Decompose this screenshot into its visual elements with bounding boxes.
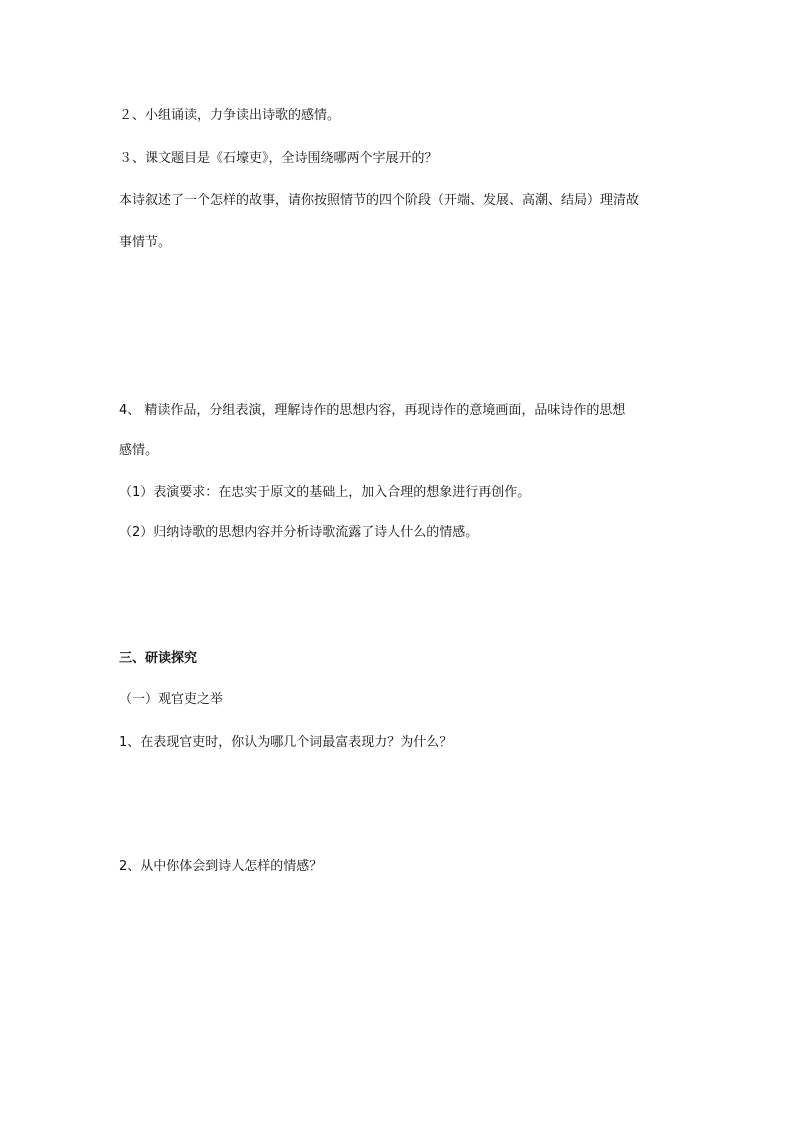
performance-requirement: （1）表演要求：在忠实于原文的基础上，加入合理的想象进行再创作。 (119, 485, 531, 500)
question-2-poet-emotion: 2、从中你体会到诗人怎样的情感？ (119, 859, 323, 874)
question-1-expressive-words: 1、在表现官吏时，你认为哪几个词最富表现力？为什么？ (119, 735, 453, 750)
item-4-close-reading-line-2: 感情。 (119, 443, 159, 458)
item-3-title-question: ３、课文题目是《石壕吏》，全诗围绕哪两个字展开的？ (119, 151, 438, 166)
subsection-officer-actions: （一）观官吏之举 (119, 692, 224, 707)
story-question-line-2: 事情节。 (119, 235, 172, 250)
item-2-group-reading: ２、小组诵读，力争读出诗歌的感情。 (119, 108, 341, 123)
story-question-line-1: 本诗叙述了一个怎样的故事，请你按照情节的四个阶段（开端、发展、高潮、结局）理清故 (119, 193, 640, 208)
section-heading-research: 三、研读探究 (119, 651, 198, 666)
item-4-close-reading-line-1: 4、 精读作品，分组表演，理解诗作的思想内容，再现诗作的意境画面，品味诗作的思想 (119, 403, 626, 418)
summary-task: （2）归纳诗歌的思想内容并分析诗歌流露了诗人什么的情感。 (119, 525, 479, 540)
